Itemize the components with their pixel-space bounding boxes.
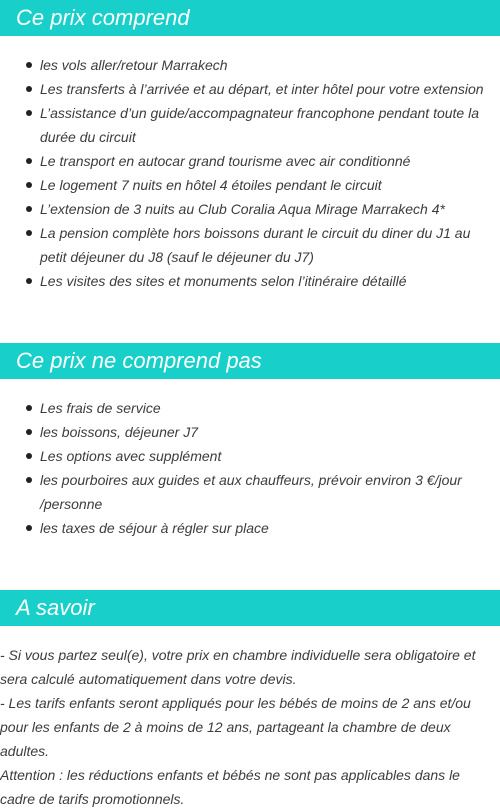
bullet-icon (26, 206, 32, 212)
section-title-not-included: Ce prix ne comprend pas (0, 343, 500, 379)
list-item-text: les vols aller/retour Marrakech (40, 57, 228, 73)
list-item-text: Les visites des sites et monuments selon l’itinéraire détaillé (40, 273, 407, 289)
bullet-icon (26, 278, 32, 284)
bullet-icon (26, 429, 32, 435)
list-item (0, 173, 500, 197)
list-item (0, 516, 500, 540)
list-item (0, 221, 500, 269)
section-title-included: Ce prix comprend (0, 0, 500, 36)
good-to-know-text (0, 643, 500, 811)
list-item-text: Le transport en autocar grand tourisme avec air conditionné (40, 153, 411, 169)
list-item-text: L’extension de 3 nuits au Club Coralia Aqua Mirage Marrakech 4* (40, 201, 445, 217)
info-paragraph: Attention : les réductions enfants et bébés ne sont pas applicables dans le cadre de tarifs promotionnels. (0, 767, 460, 807)
list-item-text: La pension complète hors boissons durant le circuit du diner du J1 au petit déjeuner du J8 (sauf le déjeuner du J7) (40, 225, 471, 265)
list-item (0, 197, 500, 221)
list-item-text: les pourboires aux guides et aux chauffeurs, prévoir environ 3 €/jour /personne (40, 472, 462, 512)
list-item (0, 269, 500, 293)
list-item (0, 396, 500, 420)
list-item-text: Le logement 7 nuits en hôtel 4 étoiles pendant le circuit (40, 177, 382, 193)
list-item (0, 149, 500, 173)
not-included-list (0, 396, 500, 540)
list-item (0, 53, 500, 77)
bullet-icon (26, 230, 32, 236)
list-item (0, 77, 500, 101)
info-paragraph: - Les tarifs enfants seront appliqués pour les bébés de moins de 2 ans et/ou pour les enfants de 2 à moins de 12 ans, partageant la chambre de deux adultes. (0, 695, 471, 759)
list-item-text: Les frais de service (40, 400, 161, 416)
bullet-icon (26, 110, 32, 116)
list-item (0, 444, 500, 468)
list-item-text: L’assistance d’un guide/accompagnateur francophone pendant toute la durée du circuit (40, 105, 479, 145)
bullet-icon (26, 182, 32, 188)
bullet-icon (26, 86, 32, 92)
info-paragraph: - Si vous partez seul(e), votre prix en chambre individuelle sera obligatoire et sera calculé automatiquement dans votre devis. (0, 647, 476, 687)
bullet-icon (26, 477, 32, 483)
list-item (0, 468, 500, 516)
bullet-icon (26, 405, 32, 411)
bullet-icon (26, 525, 32, 531)
list-item-text: Les transferts à l’arrivée et au départ, et inter hôtel pour votre extension (40, 81, 484, 97)
list-item-text: les boissons, déjeuner J7 (40, 424, 198, 440)
section-title-good-to-know: A savoir (0, 590, 500, 626)
list-item (0, 420, 500, 444)
bullet-icon (26, 453, 32, 459)
list-item-text: Les options avec supplément (40, 448, 222, 464)
list-item-text: les taxes de séjour à régler sur place (40, 520, 269, 536)
bullet-icon (26, 62, 32, 68)
bullet-icon (26, 158, 32, 164)
list-item (0, 101, 500, 149)
included-list (0, 53, 500, 293)
